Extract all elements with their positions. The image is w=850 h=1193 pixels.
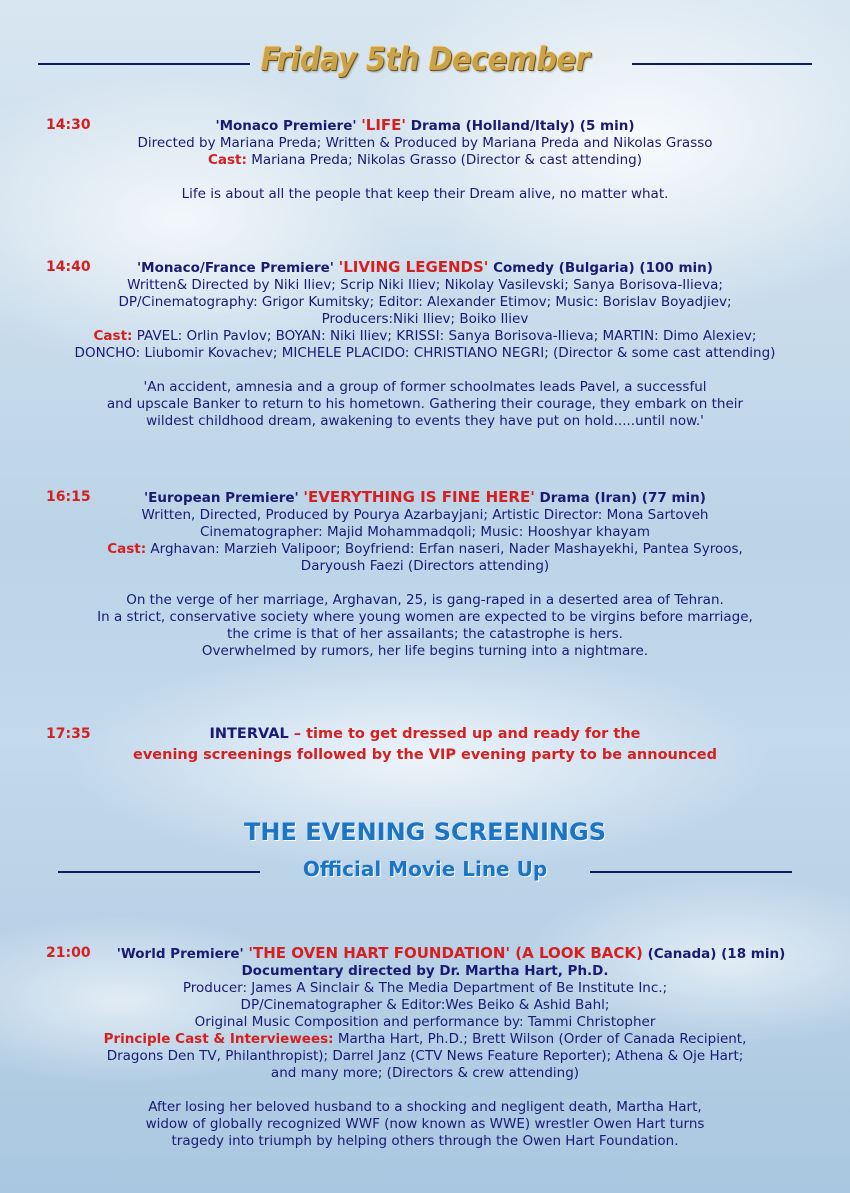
evening-subtitle-row (0, 857, 850, 887)
event-headline (0, 945, 850, 963)
evening-title: THE EVENING SCREENINGS (244, 818, 606, 846)
event-time: 14:30 (46, 117, 91, 133)
description-line: tragedy into triumph by helping others through the Owen Hart Foundation. (171, 1133, 679, 1149)
cast-text: Arghavan: Marzieh Valipoor; Boyfriend: Erfan naseri, Nader Mashayekhi, Pantea Syroos, (150, 541, 743, 557)
film-details: Drama (Holland/Italy) (5 min) (410, 118, 635, 134)
credit-line: Original Music Composition and performance by: Tammi Christopher (194, 1014, 656, 1030)
film-details: Drama (Iran) (77 min) (539, 490, 706, 506)
cast-line: Daryoush Faezi (Directors attending) (300, 558, 550, 574)
credit-line: Producer: James A Sinclair & The Media Department of Be Institute Inc.; (182, 980, 668, 996)
description-line: In a strict, conservative society where young women are expected to be virgins before marriage, (97, 609, 753, 625)
film-title: 'EVERYTHING IS FINE HERE' (303, 488, 535, 506)
credit-line: DP/Cinematographer & Editor:Wes Beiko & Ashid Bahl; (240, 997, 610, 1013)
interval-block (0, 724, 850, 766)
cast-text: PAVEL: Orlin Pavlov; BOYAN: Niki Iliev; KRISSI: Sanya Borisova-Ilieva; MARTIN: Dimo Alexiev; (136, 328, 757, 344)
description-line: Overwhelmed by rumors, her life begins turning into a nightmare. (201, 643, 649, 659)
cast-label: Cast: (93, 328, 133, 344)
description-line: On the verge of her marriage, Arghavan, 25, is gang-raped in a deserted area of Tehran. (126, 592, 724, 608)
event-2100 (0, 945, 850, 1150)
credit-line: Cinematographer: Majid Mohammadqoli; Music: Hooshyar khayam (200, 524, 650, 540)
cast-line (0, 541, 850, 558)
cast-text: Mariana Preda; Nikolas Grasso (Director & cast attending) (251, 152, 642, 168)
interval-label: INTERVAL (209, 726, 289, 742)
description-line: Life is about all the people that keep their Dream alive, no matter what. (181, 186, 669, 202)
event-description (0, 1099, 850, 1150)
event-description (0, 592, 850, 660)
film-details: Comedy (Bulgaria) (100 min) (493, 260, 713, 276)
film-title: 'THE OVEN HART FOUNDATION' (A LOOK BACK) (248, 944, 643, 962)
description-line: After losing her beloved husband to a shocking and negligent death, Martha Hart, (148, 1099, 702, 1115)
description-line: the crime is that of her assailants; the catastrophe is hers. (227, 626, 623, 642)
cast-label: Cast: (207, 152, 247, 168)
film-title: 'LIFE' (361, 116, 407, 134)
premiere-label: 'European Premiere' (144, 490, 299, 506)
cast-line: DONCHO: Liubomir Kovachev; MICHELE PLACIDO: CHRISTIANO NEGRI; (Director & some cast attending) (74, 345, 776, 361)
event-1440 (0, 259, 850, 430)
event-headline (0, 259, 850, 277)
premiere-label: 'World Premiere' (116, 946, 244, 962)
event-1615 (0, 489, 850, 660)
credit-line: Directed by Mariana Preda; Written & Produced by Mariana Preda and Nikolas Grasso (137, 135, 713, 151)
event-time: 14:40 (46, 259, 91, 275)
cast-line (0, 1031, 850, 1048)
interval-line-2: evening screenings followed by the VIP evening party to be announced (133, 747, 717, 763)
credit-line: Documentary directed by Dr. Martha Hart, Ph.D. (241, 963, 609, 979)
interval-text: – time to get dressed up and ready for the (293, 726, 641, 742)
credit-line: Written& Directed by Niki Iliev; Scrip Niki Iliev; Nikolay Vasilevski; Sanya Borisova-Ilieva; (127, 277, 723, 293)
cast-line (0, 152, 850, 169)
header-row (0, 40, 850, 90)
description-line: and upscale Banker to return to his hometown. Gathering their courage, they embark on their (106, 396, 744, 412)
credit-line: DP/Cinematography: Grigor Kumitsky; Editor: Alexander Etimov; Music: Borislav Boyadjiev; (118, 294, 732, 310)
description-line: 'An accident, amnesia and a group of former schoolmates leads Pavel, a successful (143, 379, 707, 395)
description-line: widow of globally recognized WWF (now known as WWE) wrestler Owen Hart turns (145, 1116, 705, 1132)
cast-line: Dragons Den TV, Philanthropist); Darrel Janz (CTV News Feature Reporter); Athena & Oje Hart; (106, 1048, 744, 1064)
premiere-label: 'Monaco Premiere' (215, 118, 357, 134)
premiere-label: 'Monaco/France Premiere' (137, 260, 334, 276)
film-details: (Canada) (18 min) (647, 946, 786, 962)
event-description (0, 186, 850, 203)
description-line: wildest childhood dream, awakening to events they have put on hold.....until now.' (146, 413, 704, 429)
event-1430 (0, 117, 850, 203)
event-headline (0, 489, 850, 507)
credit-line: Producers:Niki Iliev; Boiko Iliev (321, 311, 529, 327)
cast-line (0, 328, 850, 345)
cast-line: and many more; (Directors & crew attending) (270, 1065, 580, 1081)
interval-line-1 (0, 724, 850, 745)
evening-subtitle: Official Movie Line Up (302, 857, 548, 881)
page-title: Friday 5th December (260, 40, 590, 78)
event-description (0, 379, 850, 430)
film-title: 'LIVING LEGENDS' (338, 258, 489, 276)
credit-line: Written, Directed, Produced by Pourya Azarbayjani; Artistic Director: Mona Sartoveh (141, 507, 709, 523)
event-time: 17:35 (46, 726, 91, 742)
cast-text: Martha Hart, Ph.D.; Brett Wilson (Order of Canada Recipient, (337, 1031, 747, 1047)
event-headline (0, 117, 850, 135)
event-time: 16:15 (46, 489, 91, 505)
event-time: 21:00 (46, 945, 91, 961)
cast-label: Cast: (107, 541, 147, 557)
cast-label: Principle Cast & Interviewees: (103, 1031, 334, 1047)
